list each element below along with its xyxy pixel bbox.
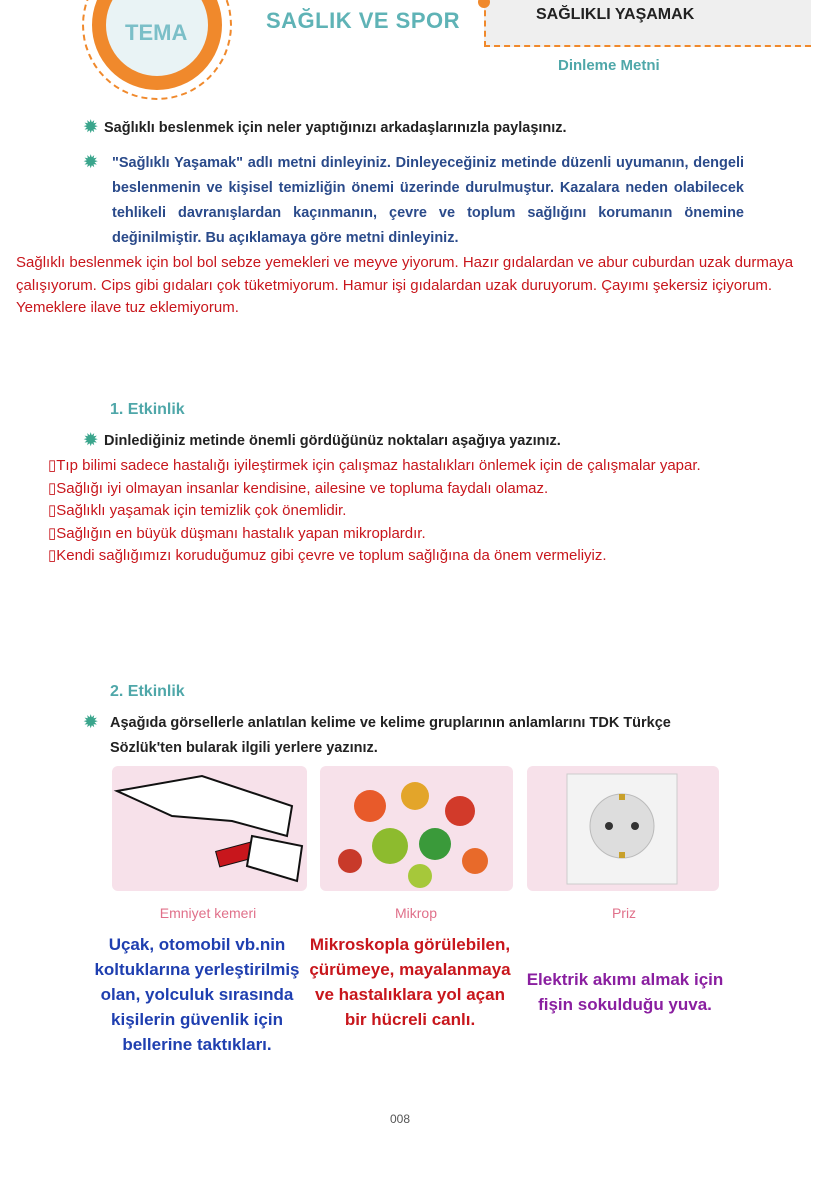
caption-microbe: Mikrop (394, 905, 437, 921)
instruction-2: ✹ "Sağlıklı Yaşamak" adlı metni dinleyiniz. Dinleyeceğiniz metinde düzenli uyumanın, dengeli beslenmenin ve kişisel temizliğin önemi üzerinde durulmuştur. Kazalara neden olabilecek tehlikeli davranışlardan kaçınmanın, çevre ve toplum sağlığını korumanın önemine değinilmiştir. Bu açıklamaya göre metni dinleyiniz. (84, 150, 744, 251)
microbe-image (320, 766, 513, 891)
definition-socket: Elektrik akımı almak için fişin sokulduğu yuva. (526, 970, 724, 1014)
section-title: Dinleme Metni (558, 57, 660, 74)
instruction-1: ✹ Sağlıklı beslenmek için neler yaptığınızı arkadaşlarınızla paylaşınız. (84, 115, 784, 141)
page-number: 008 (390, 1112, 411, 1126)
caption-socket: Priz (611, 905, 637, 921)
star-bullet-icon: ✹ (84, 714, 98, 731)
unit-title: SAĞLIKLI YAŞAMAK (536, 6, 695, 23)
activity-1-title: 1. Etkinlik (110, 401, 185, 418)
answer-item: ▯Sağlığı iyi olmayan insanlar kendisine, ailesine ve topluma faydalı olamaz. (48, 479, 549, 497)
activity-2-title: 2. Etkinlik (110, 683, 185, 700)
theme-title: SAĞLIK VE SPOR (266, 8, 461, 33)
theme-badge-label: TEMA (125, 20, 188, 45)
activity-1-answers (48, 455, 831, 568)
star-bullet-icon: ✹ (84, 119, 98, 136)
answer-item: ▯Kendi sağlığımızı koruduğumuz gibi çevre ve toplum sağlığına da önem vermeliyiz. (48, 547, 607, 564)
caption-seatbelt: Emniyet kemeri (159, 905, 257, 921)
star-bullet-icon: ✹ (84, 154, 98, 171)
activity-1-instruction: ✹ Dinlediğiniz metinde önemli gördüğünüz noktaları aşağıya yazınız. (84, 428, 561, 454)
socket-image (527, 766, 719, 891)
answer-item: ▯Sağlığın en büyük düşmanı hastalık yapan mikroplardır. (48, 524, 426, 542)
star-bullet-icon: ✹ (84, 432, 98, 449)
definition-seatbelt: Uçak, otomobil vb.nin koltuklarına yerleştirilmiş olan, yolculuk sırasında kişilerin güvenlik için bellerine taktıkları. (94, 935, 300, 1054)
answer-item: ▯Sağlıklı yaşamak için temizlik çok önemlidir. (48, 502, 347, 519)
answer-text: Sağlıklı beslenmek için bol bol sebze yemekleri ve meyve yiyorum. Hazır gıdalardan ve abur cuburdan uzak durmaya çalışıyorum. Cips gibi gıdaları çok tüketmiyorum. Hamur işi gıdalardan uzak duruyorum. Çayımı şekersiz içiyorum. Yemeklere ilave tuz eklemiyorum. (16, 254, 794, 316)
seatbelt-image (112, 766, 307, 891)
activity-2-instruction: ✹ Aşağıda görsellerle anlatılan kelime ve kelime gruplarının anlamlarını TDK Türkçe Sözlük'ten bularak ilgili yerlere yazınız. (84, 710, 744, 761)
definition-microbe: Mikroskopla görülebilen, çürümeye, mayalanmaya ve hastalıklara yol açan bir hücreli canlı. (309, 935, 511, 1029)
answer-item: ▯Tıp bilimi sadece hastalığı iyileştirmek için çalışmaz hastalıkları önlemek için de çalışmalar yapar. (48, 457, 701, 474)
